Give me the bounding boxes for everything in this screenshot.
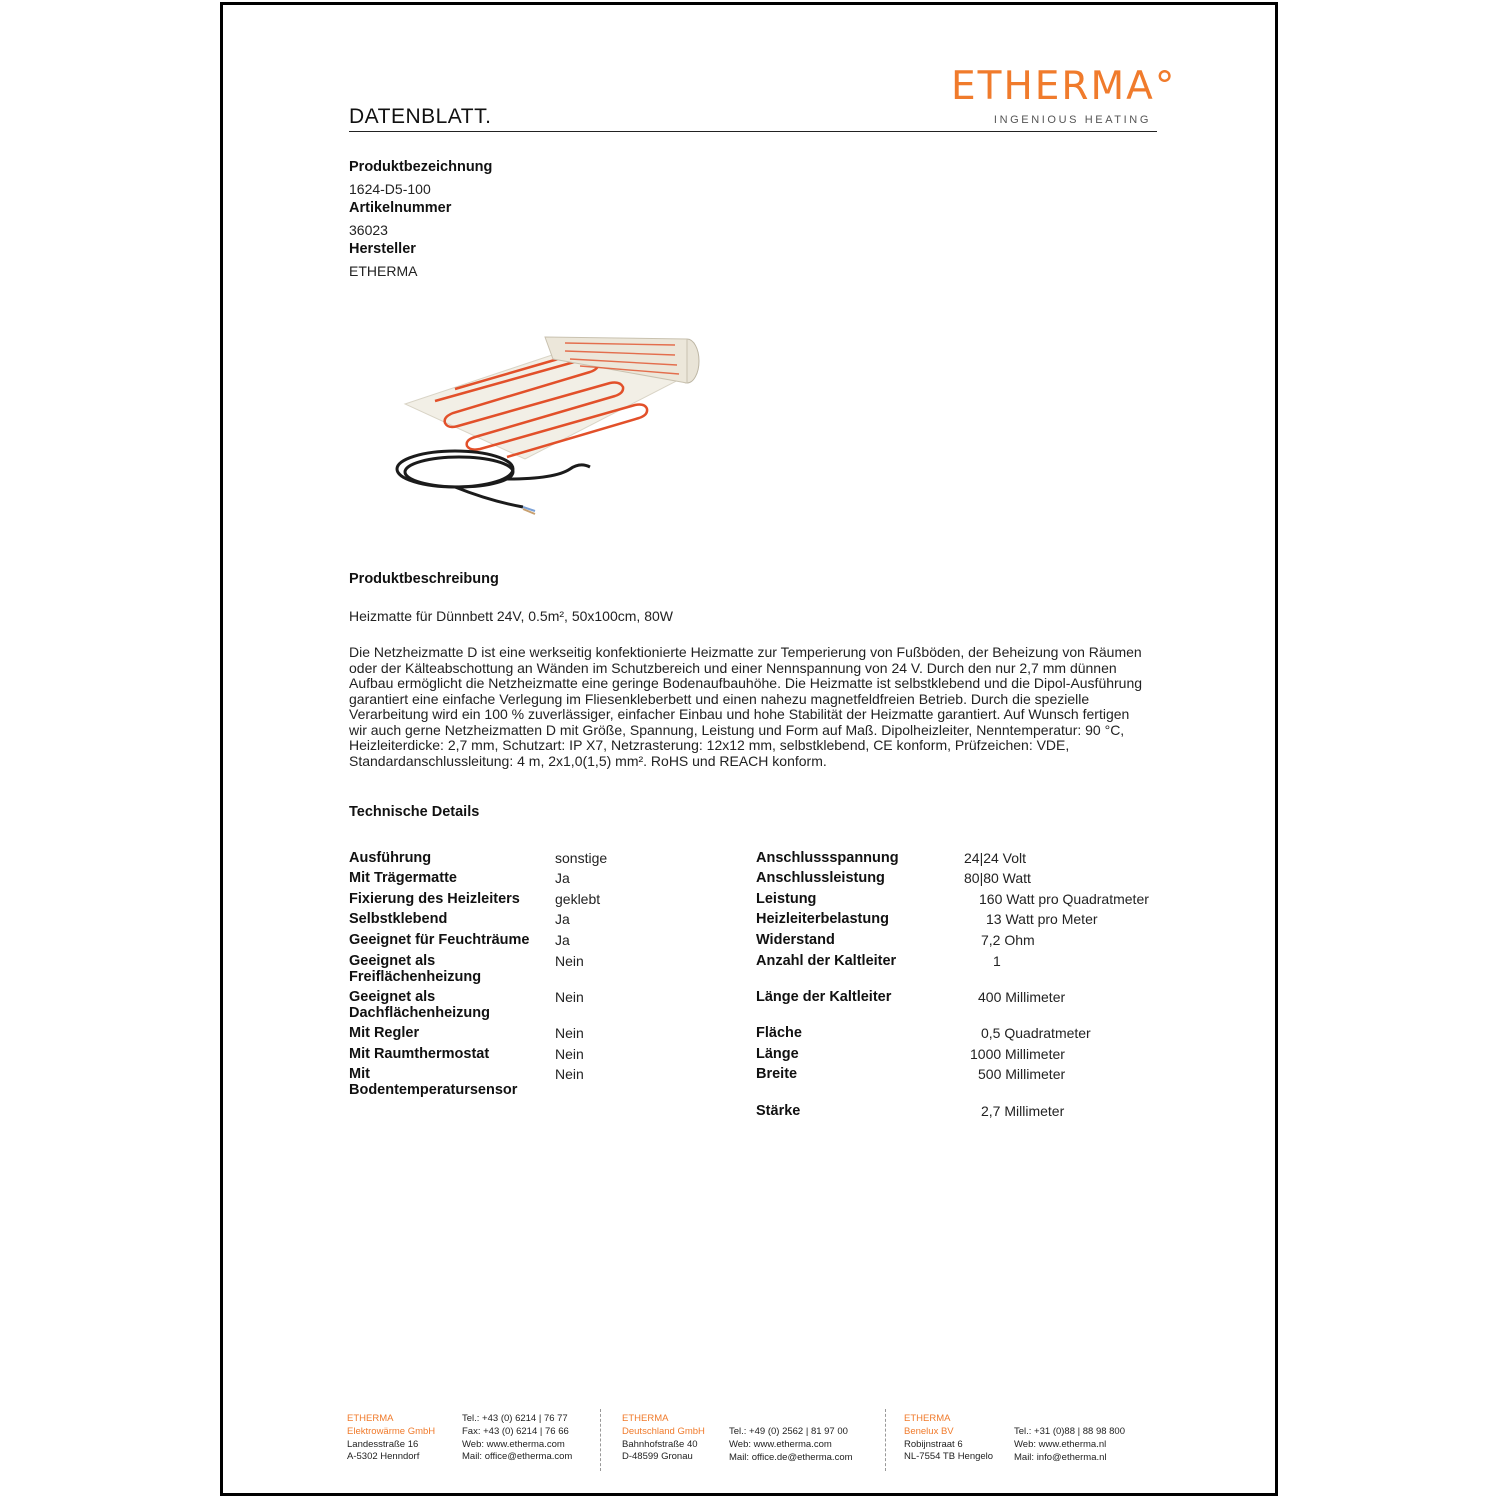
logo-tagline: INGENIOUS HEATING [993,114,1151,126]
product-name-value: 1624-D5-100 [349,181,431,197]
footer-city: A-5302 Henndorf [347,1451,420,1463]
spec-value: Nein [555,1066,584,1082]
spec-label: Leistung [756,891,817,907]
footer-tel: Tel.: +43 (0) 6214 | 76 77 [462,1413,568,1424]
spec-label: Mit Raumthermostat [349,1046,490,1062]
spec-label: Widerstand [756,932,835,948]
manufacturer-value: ETHERMA [349,263,418,279]
footer-mail: Mail: info@etherma.nl [1014,1451,1107,1463]
description-line: Aufbau ermöglicht die Netzheizmatte eine geringe Bodenaufbauhöhe. Die Heizmatte ist selbstklebend und die Dipol-Ausführung [349,675,1143,691]
spec-label: Länge der Kaltleiter [756,989,892,1005]
spec-label: Anschlussleistung [756,870,885,886]
datasheet-page [220,2,1278,1496]
spec-label: Geeignet als Dachflächenheizung [349,989,490,1021]
spec-value: Nein [555,1046,584,1062]
footer-divider [600,1409,601,1471]
heating-mat-image [395,329,705,529]
footer-city: D-48599 Gronau [622,1451,693,1463]
footer-nl-address [904,1413,993,1464]
description-line: Heizleiterdicke: 2,7 mm, Schutzart: IP X7, Netzrasterung: 12x12 mm, selbstklebend, CE konform, Prüfzeichen: VDE, [349,737,1070,753]
footer-web: Web: www.etherma.com [729,1438,832,1450]
footer-fax: Fax: +43 (0) 6214 | 76 66 [462,1425,569,1437]
spec-label: Länge [756,1046,799,1062]
footer-street: Robijnstraat 6 [904,1438,963,1450]
description-line: oder der Kälteabschottung an Wänden im Schutzbereich und einer Nennspannung von 24 V. Durch den nur 2,7 mm dünnen [349,659,1117,676]
spec-label: Ausführung [349,850,432,866]
spec-value: 500 Millimeter [978,1066,1066,1082]
spec-label: Heizleiterbelastung [756,911,889,927]
spec-label: Geeignet als Freiflächenheizung [349,953,482,985]
description-line: wir auch gerne Netzheizmatten D mit Größe, Spannung, Leistung und Form auf Maß. Dipolheizleiter, Nenntemperatur: 90 °C, [349,721,1125,738]
footer-mail: Mail: office@etherma.com [462,1451,573,1463]
spec-value: sonstige [555,850,608,866]
footer-de-address [622,1413,705,1464]
spec-value: 24|24 Volt [964,850,1027,866]
manufacturer-label: Hersteller [349,241,416,257]
spec-label: Mit Bodentemperatursensor [349,1066,518,1098]
spec-label: Breite [756,1066,798,1082]
spec-value: 2,7 Millimeter [981,1103,1065,1119]
spec-value: geklebt [555,891,601,907]
footer-company: ETHERMA [622,1413,669,1424]
description-paragraph [349,645,1149,769]
spec-value: Nein [555,953,584,969]
article-number-value: 36023 [349,222,388,238]
description-line: Die Netzheizmatte D ist eine werkseitig konfektionierte Heizmatte zur Temperierung von Fußböden, der Beheizung von Räumen [349,644,1142,660]
description-line: garantiert eine einfache Verlegung im Fliesenkleberbett und einen nahezu magnetfeldfreien Betrieb. Durch die spezielle [349,690,1090,707]
spec-label: Mit Trägermatte [349,870,457,886]
spec-value: 1 [993,953,1001,969]
footer-tel: Tel.: +31 (0)88 | 88 98 800 [1014,1426,1126,1437]
footer-street: Landesstraße 16 [347,1438,419,1450]
footer-nl-contact [1014,1426,1125,1464]
footer-company: ETHERMA [347,1413,394,1424]
description-heading: Produktbeschreibung [349,571,499,587]
description-line: Verarbeitung wird ein 100 % zuverlässiger, einfacher Einbau und hohe Stabilität der Heizmatte garantiert. Auf Wunsch fertigen [349,706,1130,722]
logo-wordmark: ETHERMA° [951,64,1177,109]
spec-value: 7,2 Ohm [981,932,1035,948]
footer-at-address [347,1413,435,1464]
spec-label: Geeignet für Feuchträume [349,932,530,948]
spec-value: Nein [555,989,584,1005]
spec-label: Anzahl der Kaltleiter [756,953,897,969]
spec-value: Nein [555,1025,584,1041]
product-name-label: Produktbezeichnung [349,159,493,175]
spec-value: 13 Watt pro Meter [986,911,1098,927]
footer-divider [885,1409,886,1471]
title-divider [349,131,1157,132]
description-line: Standardanschlussleitung: 4 m, 2x1,0(1,5) mm². RoHS und REACH konform. [349,752,827,769]
spec-label: Anschlussspannung [756,850,899,866]
footer-web: Web: www.etherma.com [462,1438,565,1450]
footer-street: Bahnhofstraße 40 [622,1438,698,1450]
spec-label: Fixierung des Heizleiters [349,891,520,907]
footer-at-contact [462,1413,572,1464]
article-number-label: Artikelnummer [349,200,452,216]
footer-entity: Elektrowärme GmbH [347,1425,436,1437]
footer-mail: Mail: office.de@etherma.com [729,1451,853,1463]
spec-value: 400 Millimeter [978,989,1066,1005]
document-title: DATENBLATT. [349,105,492,128]
footer-entity: Deutschland GmbH [622,1425,705,1437]
footer-entity: Benelux BV [904,1425,954,1437]
spec-value: Ja [555,911,570,927]
spec-value: Ja [555,870,570,886]
spec-label: Selbstklebend [349,911,448,927]
spec-value: 160 Watt pro Quadratmeter [979,891,1149,907]
footer-de-contact [729,1426,853,1464]
footer-city: NL-7554 TB Hengelo [904,1451,994,1463]
spec-label: Stärke [756,1103,801,1119]
footer-company: ETHERMA [904,1413,951,1424]
description-short: Heizmatte für Dünnbett 24V, 0.5m², 50x100cm, 80W [349,608,673,624]
spec-label: Fläche [756,1025,802,1041]
spec-value: 80|80 Watt [964,870,1031,886]
spec-value: 1000 Millimeter [970,1046,1065,1062]
tech-details-heading: Technische Details [349,804,480,820]
spec-label: Mit Regler [349,1025,420,1041]
footer-web: Web: www.etherma.nl [1014,1438,1107,1450]
etherma-logo [951,64,1177,126]
footer-tel: Tel.: +49 (0) 2562 | 81 97 00 [729,1426,848,1437]
spec-value: 0,5 Quadratmeter [981,1025,1091,1041]
spec-value: Ja [555,932,570,948]
